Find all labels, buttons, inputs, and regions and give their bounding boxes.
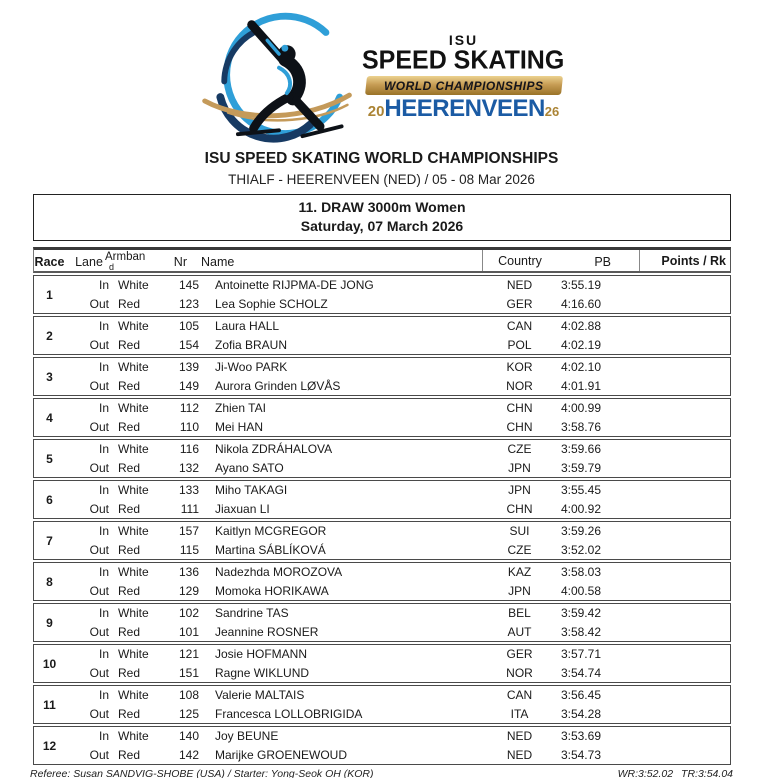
skater-name: Jiaxuan LI [215,501,270,516]
country-code: KOR [506,360,533,375]
race-row [33,357,731,396]
skater-name: Joy BEUNE [215,729,279,744]
personal-best: 3:54.28 [560,706,601,721]
bib-number: 116 [179,442,199,457]
skater-name: Laura HALL [215,319,280,334]
bib-number: 123 [178,296,199,311]
race-pair [65,727,730,764]
personal-best: 4:01.91 [560,378,601,393]
table-header-row [33,247,731,273]
world-championships-banner [365,76,563,95]
race-row [33,521,731,560]
race-number: 5 [46,451,53,466]
country-code: AUT [507,624,532,639]
skater-line-inner [65,604,730,623]
year-prefix: 20 [367,102,385,120]
bib-number: 149 [178,378,199,393]
lane-value: Out [89,624,109,639]
country-code: ITA [510,706,529,721]
skater-line-outer [65,377,730,396]
document-subtitle: THIALF - HEERENVEEN (NED) / 05 - 08 Mar 2026 [228,172,535,187]
lane-value: Out [89,501,109,516]
armband-value: Red [118,665,141,680]
personal-best: 4:02.88 [560,319,601,334]
skater-name: Nadezhda MOROZOVA [215,565,343,580]
event-title: 11. DRAW 3000m Women [298,199,466,215]
lane-value: In [98,319,109,334]
lane-value: In [98,606,109,621]
lane-value: Out [89,419,109,434]
lane-value: Out [89,706,109,721]
race-pair [65,563,730,600]
bib-number: 102 [178,606,199,621]
country-code: JPN [508,460,531,475]
armband-value: White [118,442,149,457]
country-code: KAZ [507,565,532,580]
personal-best: 3:55.19 [560,278,601,293]
personal-best: 3:59.42 [560,606,601,621]
country-code: POL [507,337,532,352]
armband-value: Red [118,296,141,311]
country-code: CZE [507,442,532,457]
race-row [33,480,731,519]
race-pair [65,686,730,723]
race-pair [65,522,730,559]
country-code: JPN [508,583,531,598]
armband-value: White [118,360,149,375]
armband-value: White [118,278,149,293]
lane-value: Out [89,583,109,598]
bib-number: 133 [178,483,199,498]
armband-value: White [118,483,149,498]
officials-text: Referee: Susan SANDVIG-SHOBE (USA) / Starter: Yong-Seok OH (KOR) [30,768,374,778]
skater-name: Ji-Woo PARK [215,360,288,375]
page-footer [30,768,733,778]
lane-value: In [98,360,109,375]
bib-number: 108 [178,688,199,703]
event-title-box [33,194,731,241]
armband-value: White [118,647,149,662]
track-record: TR:3:54.04 [681,768,733,778]
skater-line-inner [65,563,730,582]
skater-line-outer [65,418,730,437]
world-championships-banner-text: WORLD CHAMPIONSHIPS [383,78,544,92]
country-code: NOR [506,378,533,393]
skater-line-outer [65,336,730,355]
race-number: 4 [46,410,53,425]
skater-name: Ayano SATO [215,460,284,475]
year-suffix: 26 [544,103,560,119]
column-header-lane: Lane [75,254,103,269]
skater-line-inner [65,522,730,541]
armband-value: White [118,401,149,416]
speed-skating-wordmark: SPEED SKATING [362,45,565,75]
race-number: 10 [42,656,57,671]
bib-number: 145 [178,278,199,293]
skater-line-inner [65,440,730,459]
bib-number: 151 [178,665,199,680]
country-code: CHN [506,501,533,516]
lane-value: Out [89,378,109,393]
armband-value: White [118,565,149,580]
armband-value: Red [118,460,141,475]
race-number: 11 [43,697,56,712]
city-name: HEERENVEEN [384,94,545,122]
lane-value: In [98,729,109,744]
column-header-race: Race [34,254,65,269]
bib-number: 157 [178,524,199,539]
armband-value: Red [118,419,141,434]
bib-number: 129 [178,583,199,598]
bib-number: 125 [178,706,199,721]
lane-value: Out [89,665,109,680]
race-pair [65,604,730,641]
personal-best: 3:52.02 [560,542,601,557]
personal-best: 3:59.26 [560,524,601,539]
race-row [33,685,731,724]
column-header-armband-line1: Armban [105,251,146,263]
personal-best: 4:02.19 [560,337,601,352]
race-row [33,644,731,683]
personal-best: 4:00.92 [560,501,601,516]
skater-line-outer [65,295,730,314]
lane-value: In [98,647,109,662]
document-title: ISU SPEED SKATING WORLD CHAMPIONSHIPS [204,150,559,167]
personal-best: 3:59.79 [560,460,601,475]
race-number: 1 [46,287,53,302]
personal-best: 3:55.45 [560,483,601,498]
armband-value: Red [118,337,141,352]
skater-name: Aurora Grinden LØVÅS [215,378,341,393]
column-header-armband [105,250,166,273]
skater-line-inner [65,276,730,295]
country-code: JPN [508,483,531,498]
personal-best: 3:58.42 [560,624,601,639]
lane-value: In [98,524,109,539]
bib-number: 110 [179,419,199,434]
column-header-points-rk: Points / Rk [639,250,730,271]
bib-number: 105 [178,319,199,334]
bib-number: 139 [178,360,199,375]
draw-table [33,247,731,765]
armband-value: White [118,688,149,703]
skater-line-inner [65,399,730,418]
lane-value: Out [89,747,109,762]
personal-best: 3:58.76 [560,419,601,434]
lane-value: In [98,401,109,416]
bib-number: 121 [178,647,199,662]
lane-value: Out [89,542,109,557]
country-code: GER [506,647,533,662]
lane-value: In [98,688,109,703]
bib-number: 136 [178,565,199,580]
country-code: CHN [506,419,533,434]
skater-name: Francesca LOLLOBRIGIDA [215,706,363,721]
country-code: NED [506,278,533,293]
personal-best: 3:54.73 [560,747,601,762]
races-container [33,275,731,765]
skater-name: Zofia BRAUN [215,337,288,352]
bib-number: 140 [178,729,199,744]
personal-best: 3:53.69 [560,729,601,744]
race-number: 7 [46,533,53,548]
skater-name: Marijke GROENEWOUD [215,747,348,762]
skater-line-outer [65,582,730,601]
skater-name: Lea Sophie SCHOLZ [215,296,328,311]
race-number: 3 [46,369,53,384]
skater-line-outer [65,500,730,519]
personal-best: 3:54.74 [560,665,601,680]
skater-line-outer [65,541,730,560]
race-pair [65,645,730,682]
skater-line-outer [65,623,730,642]
race-row [33,562,731,601]
lane-value: In [98,442,109,457]
bib-number: 132 [178,460,199,475]
personal-best: 4:00.58 [560,583,601,598]
lane-value: Out [89,460,109,475]
armband-value: Red [118,583,141,598]
personal-best: 3:57.71 [560,647,601,662]
column-header-armband-line2: d [109,262,115,272]
race-row [33,726,731,765]
skater-line-inner [65,481,730,500]
column-header-country: Country [482,250,557,271]
lane-value: In [98,565,109,580]
event-date: Saturday, 07 March 2026 [300,218,464,234]
skater-line-outer [65,705,730,724]
race-row [33,439,731,478]
personal-best: 3:56.45 [560,688,601,703]
bib-number: 154 [178,337,199,352]
armband-value: Red [118,378,141,393]
skater-name: Josie HOFMANN [215,647,308,662]
skater-line-inner [65,645,730,664]
country-code: CHN [506,401,533,416]
race-number: 8 [46,574,53,589]
bib-number: 111 [180,501,199,516]
armband-value: Red [118,624,141,639]
armband-value: Red [118,706,141,721]
skater-line-inner [65,686,730,705]
country-code: NED [506,729,533,744]
skater-line-outer [65,664,730,683]
race-number: 6 [46,492,53,507]
country-code: NOR [506,665,533,680]
race-pair [65,358,730,395]
personal-best: 3:58.03 [560,565,601,580]
armband-value: Red [118,747,141,762]
world-record: WR:3:52.02 [617,768,674,778]
race-row [33,275,731,314]
lane-value: Out [89,337,109,352]
skater-line-outer [65,746,730,765]
skater-name: Kaitlyn MCGREGOR [215,524,327,539]
skater-line-outer [65,459,730,478]
column-header-nr: Nr [173,254,187,269]
lane-value: Out [89,296,109,311]
isu-wordmark: ISU [448,31,479,48]
skater-name: Momoka HORIKAWA [215,583,329,598]
armband-value: White [118,729,149,744]
personal-best: 3:59.66 [560,442,601,457]
armband-value: White [118,319,149,334]
armband-value: Red [118,542,141,557]
lane-value: In [98,483,109,498]
bib-number: 142 [178,747,199,762]
skater-name: Antoinette RIJPMA-DE JONG [215,278,374,293]
bib-number: 112 [179,401,199,416]
country-code: BEL [508,606,531,621]
skater-name: Jeannine ROSNER [215,624,319,639]
race-row [33,603,731,642]
race-number: 2 [46,328,53,343]
skater-line-inner [65,358,730,377]
championships-logo [0,0,763,146]
records-text [618,768,733,778]
bib-number: 115 [179,542,199,557]
skater-name: Valerie MALTAIS [215,688,305,703]
skater-name: Mei HAN [215,419,264,434]
personal-best: 4:02.10 [560,360,601,375]
country-code: NED [506,747,533,762]
country-code: GER [506,296,533,311]
skater-name: Miho TAKAGI [215,483,288,498]
skater-name: Nikola ZDRÁHALOVA [215,442,333,457]
armband-value: White [118,524,149,539]
skater-line-inner [65,727,730,746]
skater-name: Zhien TAI [215,401,266,416]
race-pair [65,481,730,518]
race-pair [65,317,730,354]
country-code: CAN [506,319,533,334]
skater-line-inner [65,317,730,336]
country-code: CAN [506,688,533,703]
race-number: 12 [42,738,57,753]
logo-text-block [364,33,564,122]
armband-value: Red [118,501,141,516]
country-code: SUI [509,524,530,539]
column-header-name: Name [201,254,235,269]
race-pair [65,440,730,477]
personal-best: 4:16.60 [560,296,601,311]
race-row [33,316,731,355]
personal-best: 4:00.99 [560,401,601,416]
race-pair [65,276,730,313]
armband-value: White [118,606,149,621]
race-number: 9 [46,615,53,630]
skater-name: Ragne WIKLUND [215,665,310,680]
race-row [33,398,731,437]
skater-name: Martina SÁBLÍKOVÁ [215,542,326,557]
skater-name: Sandrine TAS [215,606,289,621]
speed-skater-logo-icon [200,11,358,143]
country-code: CZE [507,542,532,557]
race-pair [65,399,730,436]
heerenveen-2026-wordmark [368,96,560,122]
lane-value: In [98,278,109,293]
bib-number: 101 [178,624,199,639]
column-header-pb: PB [594,254,611,269]
